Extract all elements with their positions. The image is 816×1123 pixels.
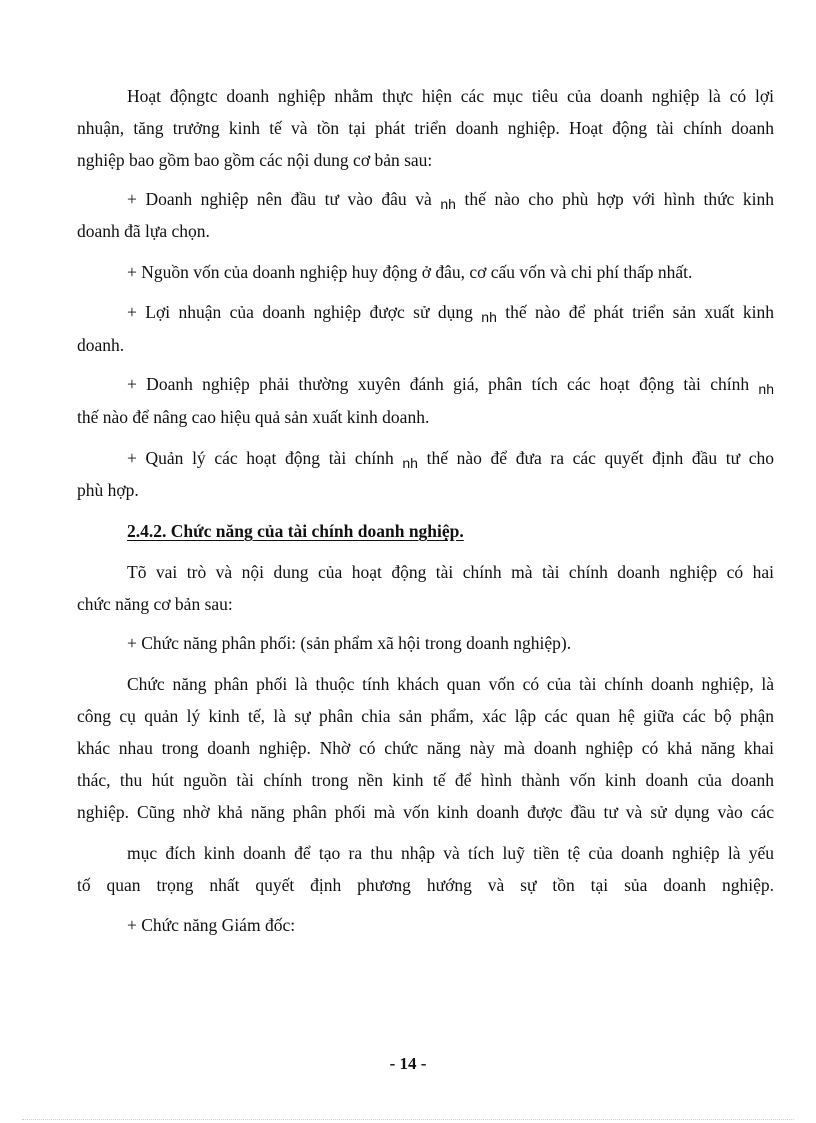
list-item-4-line-2: thế nào để nâng cao hiệu quả sản xuất kinh doanh. — [77, 407, 430, 427]
paragraph-4-line-2: tố quan trọng nhất quyết định phương hướng và sự tồn tại sủa doanh nghiệp. — [77, 875, 774, 895]
paragraph-3-line-1: Chức năng phân phối là thuộc tính khách quan vốn có của tài chính doanh nghiệp, là — [127, 674, 774, 694]
page-bottom-divider — [22, 1119, 794, 1120]
list-item-5-text-before: + Quản lý các hoạt động tài chính — [127, 448, 394, 468]
list-item-5-text-after: thế nào để đưa ra các quyết định đầu tư cho — [426, 448, 775, 468]
list-item-4-nh: nh — [758, 381, 774, 397]
list-item-5-line-2: phù hợp. — [77, 480, 139, 500]
function-supervision: + Chức năng Giám đốc: — [127, 915, 296, 935]
list-item-4-text-before: + Doanh nghiệp phải thường xuyên đánh giá, phân tích các hoạt động tài chính — [127, 374, 750, 394]
function-distribution: + Chức năng phân phối: (sản phẩm xã hội trong doanh nghiệp). — [127, 633, 572, 653]
list-item-3-nh: nh — [481, 309, 497, 325]
list-item-1-text-after: thế nào cho phù hợp với hình thức kinh — [464, 189, 775, 209]
paragraph-1-line-3: nghiệp bao gồm bao gồm các nội dung cơ bản sau: — [77, 150, 433, 170]
page-number: - 14 - — [389, 1054, 427, 1073]
paragraph-1-line-1: Hoạt độngtc doanh nghiệp nhằm thực hiện các mục tiêu của doanh nghiệp là có lợi — [127, 86, 774, 106]
list-item-3-text-before: + Lợi nhuận của doanh nghiệp được sử dụng — [127, 302, 473, 322]
list-item-3-line-2: doanh. — [77, 335, 125, 355]
list-item-1-line-2: doanh đã lựa chọn. — [77, 221, 210, 241]
paragraph-1-line-2: nhuận, tăng trưởng kinh tế và tồn tại phát triển doanh nghiệp. Hoạt động tài chính doanh — [77, 118, 774, 138]
paragraph-2-line-1: Tõ vai trò và nội dung của hoạt động tài chính mà tài chính doanh nghiệp có hai — [127, 562, 774, 582]
paragraph-3-line-4: thác, thu hút nguồn tài chính trong nền kinh tế để hình thành vốn kinh doanh của doanh — [77, 770, 774, 790]
list-item-3-text-after: thế nào để phát triển sản xuất kinh — [505, 302, 774, 322]
paragraph-3-line-5: nghiệp. Cũng nhờ khả năng phân phối mà vốn kinh doanh được đầu tư và sử dụng vào các — [77, 802, 774, 822]
list-item-5-nh: nh — [402, 455, 418, 471]
list-item-1-text-before: + Doanh nghiệp nên đầu tư vào đâu và — [127, 189, 432, 209]
paragraph-3-line-3: khác nhau trong doanh nghiệp. Nhờ có chức năng này mà doanh nghiệp có khả năng khai — [77, 738, 774, 758]
list-item-2-line-1: + Nguồn vốn của doanh nghiệp huy động ở đâu, cơ cấu vốn và chi phí thấp nhất. — [127, 262, 693, 282]
paragraph-2-line-2: chức năng cơ bản sau: — [77, 594, 233, 614]
list-item-4-line-1 — [127, 372, 774, 397]
paragraph-4-line-1: mục đích kinh doanh để tạo ra thu nhập và tích luỹ tiền tệ của doanh nghiệp là yếu — [127, 843, 774, 863]
section-heading: 2.4.2. Chức năng của tài chính doanh nghiệp. — [127, 521, 464, 541]
paragraph-3-line-2: công cụ quản lý kinh tế, là sự phân chia sản phẩm, xác lập các quan hệ giữa các bộ phận — [77, 706, 774, 726]
list-item-1-line-1 — [127, 187, 774, 212]
list-item-3-line-1 — [127, 300, 774, 325]
list-item-1-nh: nh — [440, 196, 456, 212]
list-item-5-line-1 — [127, 446, 774, 471]
